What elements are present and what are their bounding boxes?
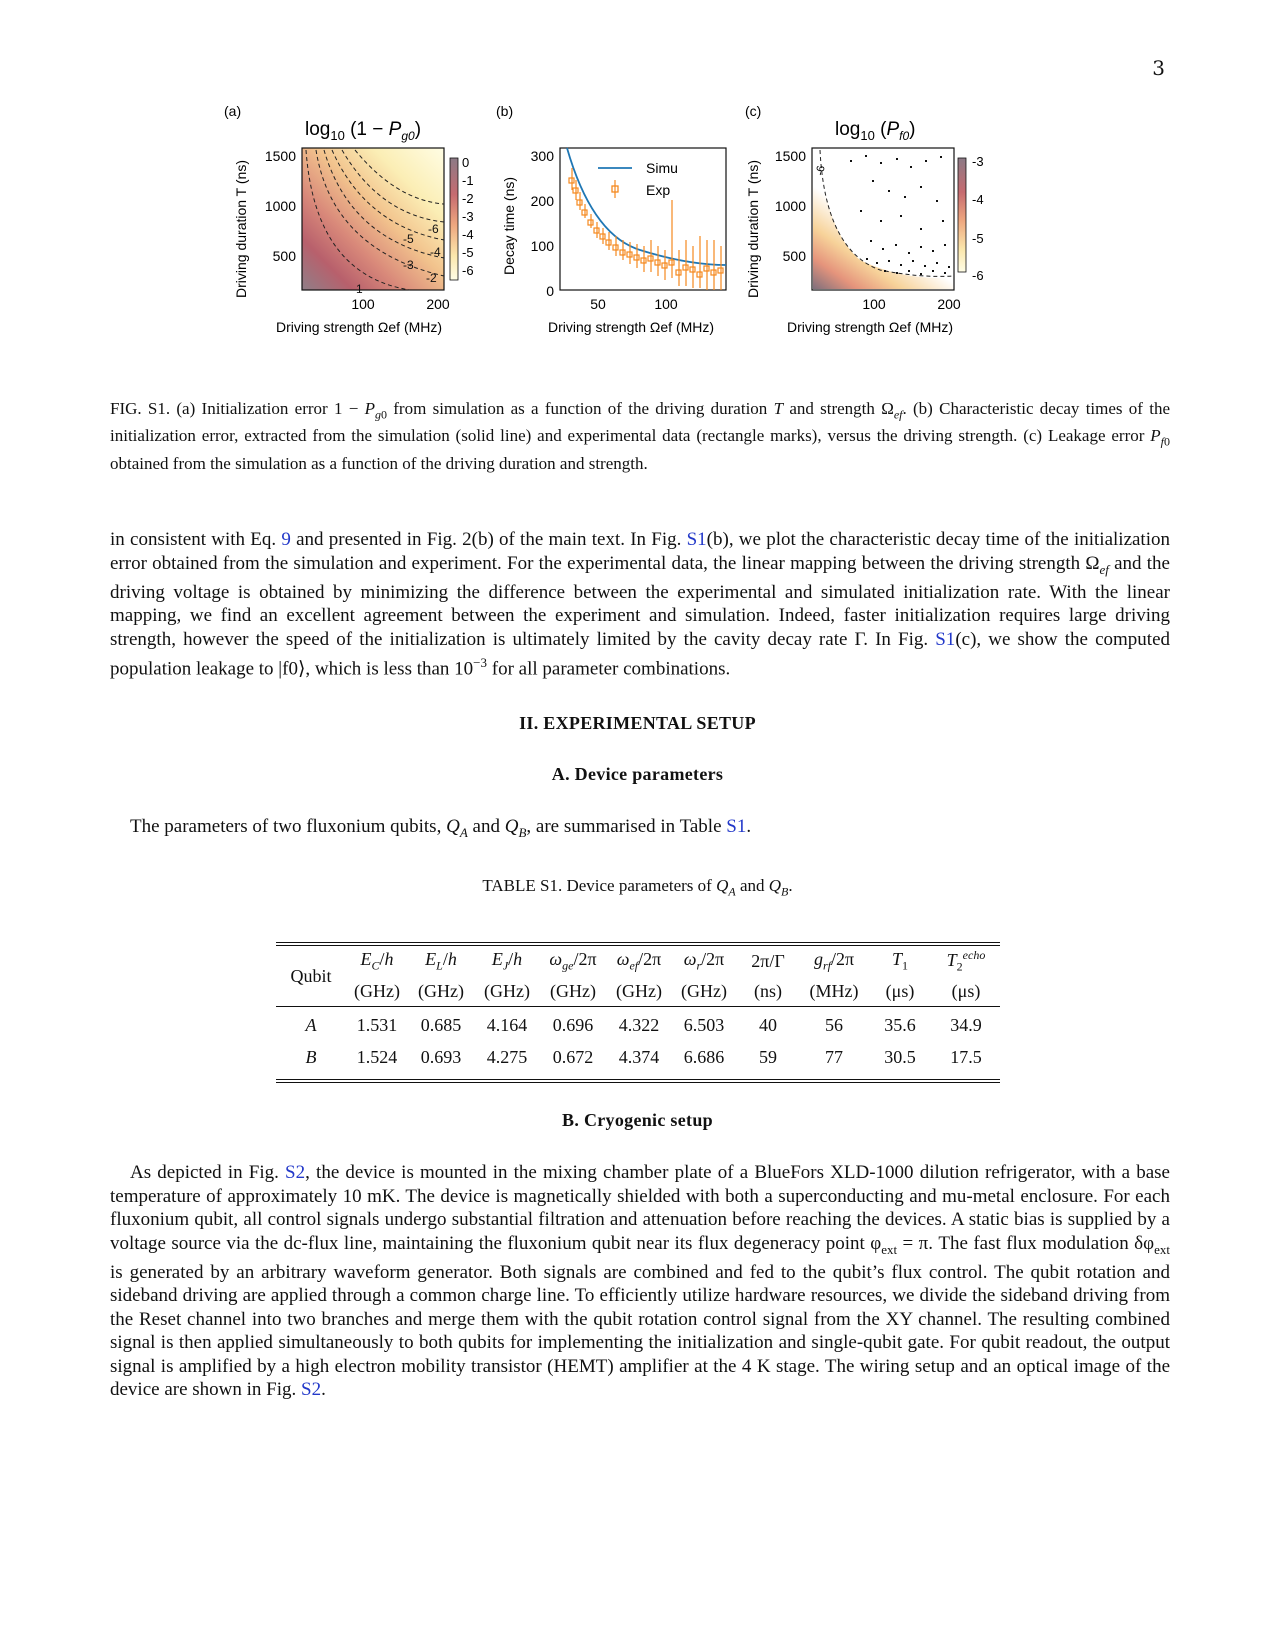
panel-b-yticks [531,148,555,299]
panel-a-yticks [265,148,296,264]
panel-c-label: (c) [745,103,762,119]
svg-text:-6: -6 [972,268,984,283]
header-gamma: 2π/Γ [751,950,785,971]
panel-c-ylabel: Driving duration T (ns) [745,160,761,298]
svg-text:-6: -6 [428,222,439,236]
svg-text:1000: 1000 [774,198,806,214]
svg-text:-5: -5 [462,245,474,260]
subsection-b-heading: B. Cryogenic setup [562,1110,713,1130]
header-ec: $E_C/h$ [360,948,394,973]
svg-text:100: 100 [654,296,678,312]
figure-link-s1[interactable]: S1 [935,628,956,650]
header-wge: $\omega_{ge}/2\pi$ [549,948,597,973]
svg-text:50: 50 [590,296,606,312]
header-wef: $\omega_{ef}/2\pi$ [616,948,662,973]
body-paragraph-3: As depicted in Fig. S2, the device is mounted in the mixing chamber plate of a BlueFors XLD-1000 dilution refrigerator, with a base temperature of approximately 10 mK. The device is magnetically shielded with both a superconducting and mu-metal enclosure. For each fluxonium qubit, all control signals undergo substantial filtration and attenuation before reaching the devices. A static bias is supplied by a voltage source via the dc-flux line, maintaining the fluxonium qubit near its flux degeneracy point $\varphi_{ext} = \pi$. The fast flux modulation $\delta\varphi_{ext}$ is generated by an arbitrary waveform generator. Both signals are combined and fed to the qubit’s flux control. The qubit rotation and sideband driving are applied through a common charge line. To efficiently utilize hardware resources, we divide the sideband driving from the Reset channel into two branches and merge them with the qubit rotation control signal from the XY channel. The resulting combined signal is then applied simultaneously to both qubits for implementing the initialization and single-qubit gate. For qubit readout, the output signal is amplified by a high electron mobility transistor (HEMT) amplifier at the 4 K stage. The wiring setup and an optical image of the device are shown in Fig. S2. [110,1162,1170,1401]
panel-c-colorbar-ticks [972,154,984,283]
header-t2echo: $T_2^{echo}$ [946,947,986,974]
figure-link-s1[interactable]: S1 [686,529,707,550]
panel-c-title: $\log_{10} (P_{f0})$ [835,119,916,143]
panel-b-axes [560,148,726,290]
header-grf: $g_{rf}/2\pi$ [813,948,855,973]
table-row: B 1.524 0.693 4.275 0.672 4.374 6.686 59 77 30.5 17.5 [305,1046,982,1067]
panel-a-heatmap [302,148,444,290]
svg-text:300: 300 [530,148,554,164]
panel-a-colorbar [450,158,458,280]
body-paragraph-2: The parameters of two fluxonium qubits, $Q_A$ and $Q_B$, are summarised in Table S1. [130,816,752,840]
svg-text:-3: -3 [972,154,984,169]
figure-link-s2[interactable]: S2 [285,1162,306,1183]
svg-text:-1: -1 [352,282,363,296]
svg-text:-3: -3 [403,258,414,272]
table-link-s1[interactable]: S1 [726,816,747,837]
svg-text:0: 0 [462,155,470,170]
svg-text:-2: -2 [426,271,437,285]
svg-text:-4: -4 [462,227,474,242]
svg-text:200: 200 [937,296,961,312]
header-units: (GHz) (GHz) (GHz) (GHz) (GHz) (GHz) (ns) (MHz) (μs) (μs) [354,980,981,1001]
svg-text:500: 500 [782,248,806,264]
svg-text:-1: -1 [462,173,474,188]
panel-a-xlabel: Driving strength Ωef (MHz) [276,319,443,335]
svg-text:1000: 1000 [264,198,296,214]
figure-s1 [220,100,1020,350]
svg-text:1500: 1500 [264,148,296,164]
header-qubit: Qubit [290,965,332,986]
svg-text:Exp: Exp [646,182,671,198]
panel-c-xticks [862,296,961,312]
device-parameters-table [276,942,1000,1083]
svg-text:200: 200 [530,193,554,209]
svg-text:0: 0 [546,283,554,299]
panel-a-colorbar-ticks [462,155,474,278]
svg-text:-6: -6 [462,263,474,278]
panel-a-xticks [351,296,450,312]
svg-text:200: 200 [426,296,450,312]
header-el: $E_L/h$ [425,948,457,973]
panel-a-ylabel: Driving duration T (ns) [233,160,249,298]
panel-c-colorbar [958,158,966,272]
panel-a-label: (a) [224,103,242,119]
panel-a-title: $\log_{10} (1 - P_{g0})$ [305,119,422,143]
panel-c-yticks [775,148,806,264]
header-ej: $E_J/h$ [491,948,523,973]
header-t1: $T_1$ [891,948,908,973]
panel-a [224,103,474,335]
panel-b [496,103,726,335]
svg-text:-4: -4 [430,245,441,259]
figure-caption: FIG. S1. (a) Initialization error $1 - P_{g0}$ from simulation as a function of the driving duration T and strength $\Omega_{ef}$. (b) Characteristic decay times of the initialization error, extracted from the simulation (solid line) and experimental data (rectangle marks), versus the driving strength. (c) Leakage error $P_{f0}$ obtained from the simulation as a function of the driving duration and strength. [110,399,1170,473]
panel-c-contour-label: -6 [814,164,828,177]
panel-b-xticks [590,296,678,312]
svg-text:-5: -5 [972,231,984,246]
table-title: TABLE S1. Device parameters of $Q_A$ and $Q_B$. [482,876,793,899]
equation-link[interactable]: 9 [281,529,291,550]
svg-text:500: 500 [272,248,296,264]
svg-text:1500: 1500 [774,148,806,164]
panel-b-ylabel: Decay time (ns) [501,176,517,275]
panel-b-xlabel: Driving strength Ωef (MHz) [548,319,715,335]
body-paragraph-1: in consistent with Eq. 9 and presented in Fig. 2(b) of the main text. In Fig. S1(b), we plot the characteristic decay time of the initialization error obtained from the simulation and experiment. For the experimental data, the linear mapping between the driving strength $\Omega_{ef}$ and the driving voltage is obtained by minimizing the difference between the experimental and simulated initialization rate. With the linear mapping, we find an excellent agreement between the experiment and simulation. Indeed, faster initialization requires large driving strength, however the speed of the initialization is ultimately limited by the cavity decay rate Γ. In Fig. S1(c), we show the computed population leakage to |f0⟩, which is less than $10^{-3}$ for all parameter combinations. [110,529,1170,680]
page-number: 3 [1152,56,1165,80]
svg-text:-4: -4 [972,192,984,207]
svg-text:100: 100 [351,296,375,312]
table-row: A 1.531 0.685 4.164 0.696 4.322 6.503 40 56 35.6 34.9 [305,1014,982,1035]
section-heading: II. EXPERIMENTAL SETUP [519,713,756,733]
header-wr: $\omega_r/2\pi$ [683,948,725,973]
table-header [276,946,1000,1006]
svg-text:100: 100 [530,238,554,254]
svg-text:Simu: Simu [646,160,678,176]
svg-text:-2: -2 [462,191,474,206]
svg-text:-5: -5 [403,232,414,246]
panel-c-xlabel: Driving strength Ωef (MHz) [787,319,954,335]
figure-link-s2[interactable]: S2 [301,1379,322,1401]
subsection-a-heading: A. Device parameters [551,764,724,784]
panel-c [745,103,984,335]
svg-text:-3: -3 [462,209,474,224]
panel-b-label: (b) [496,103,514,119]
svg-text:100: 100 [862,296,886,312]
